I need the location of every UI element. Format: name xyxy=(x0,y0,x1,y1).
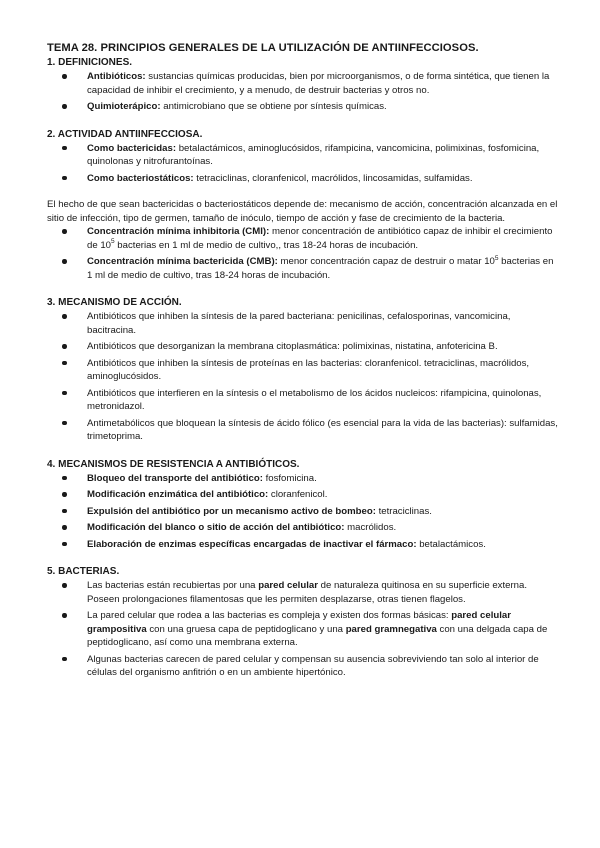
list-item: Antibióticos que inhiben la síntesis de la pared bacteriana: penicilinas, cefalosporinas, vancomicina, bacitracina. xyxy=(47,310,559,337)
item-term: Modificación del blanco o sitio de acción del antibiótico: xyxy=(87,522,345,533)
list-item xyxy=(47,225,559,252)
mechanism-list xyxy=(47,310,559,444)
list-item: Algunas bacterias carecen de pared celular y compensan su ausencia sobreviviendo tan solo al interior de células del organismo anfitrión o en un ambiente hipertónico. xyxy=(47,653,559,680)
item-text: menor concentración capaz de destruir o matar 10 xyxy=(277,256,495,267)
list-item xyxy=(47,609,559,650)
activity-paragraph: El hecho de que sean bactericidas o bacteriostáticos depende de: mecanismo de acción, concentración alcanzada en el sitio de infección, tipo de germen, tamaño de inóculo, tiempo de acción y fase de crecimiento de la bacteria. xyxy=(47,199,558,224)
document-title: TEMA 28. PRINCIPIOS GENERALES DE LA UTILIZACIÓN DE ANTIINFECCIOSOS. xyxy=(47,42,479,54)
item-text: tetraciclinas, cloranfenicol, macrólidos, lincosamidas, sulfamidas. xyxy=(193,172,473,184)
item-text: tetraciclinas. xyxy=(375,505,432,517)
bacteria-list xyxy=(47,579,559,680)
item-text: macrólidos. xyxy=(344,522,397,533)
item-text: con una delgada capa de peptidoglicano, así como una membrana externa. xyxy=(87,623,548,648)
item-term: Bloqueo del transporte del antibiótico: xyxy=(87,472,263,484)
item-term: Modificación enzimática del antibiótico: xyxy=(87,489,269,500)
superscript: 5 xyxy=(111,238,115,246)
item-term: pared celular xyxy=(258,580,318,591)
section-heading-mechanism: 3. MECANISMO DE ACCIÓN. xyxy=(47,297,182,308)
list-item xyxy=(47,142,559,169)
item-text: menor concentración de antibiótico capaz de inhibir el crecimiento de 10 xyxy=(87,226,553,251)
list-item xyxy=(47,172,559,186)
item-text: con una gruesa capa de peptidoglicano y una xyxy=(146,623,346,635)
item-text: antimicrobiano que se obtiene por síntesis químicas. xyxy=(160,101,387,112)
list-item: Antibióticos que inhiben la síntesis de proteínas en las bacterias: cloranfenicol. tetraciclinas, macrólidos, aminoglucósidos. xyxy=(47,357,559,384)
list-item xyxy=(47,488,559,502)
section-heading-bacteria: 5. BACTERIAS. xyxy=(47,566,120,577)
item-text: cloranfenicol. xyxy=(268,489,328,500)
list-item: Antibióticos que interfieren en la síntesis o el metabolismo de los ácidos nucleicos: rifampicina, quinolonas, metronidazol. xyxy=(47,387,559,414)
item-term: Elaboración de enzimas específicas encargadas de inactivar el fármaco: xyxy=(87,538,417,550)
item-text: bacterias en 1 ml de medio de cultivo, tras 18-24 horas de incubación. xyxy=(87,256,554,281)
item-text: Las bacterias están recubiertas por una xyxy=(87,580,259,591)
item-text: de naturaleza quitinosa en su superficie externa. Poseen prolongaciones filamentosas que les permiten desplazarse, otras tienen flagelos. xyxy=(87,580,527,605)
concentration-list xyxy=(47,225,559,282)
item-text: betalactámicos, aminoglucósidos, rifampicina, vancomicina, polimixinas, fosfomicina, quinolonas y nitrofurantoínas. xyxy=(87,142,540,167)
item-text: fosfomicina. xyxy=(262,472,317,484)
definitions-list xyxy=(47,70,559,114)
item-term: Como bacteriostáticos: xyxy=(87,172,194,184)
section-heading-resistance: 4. MECANISMOS DE RESISTENCIA A ANTIBIÓTICOS. xyxy=(47,458,300,470)
item-text: betalactámicos. xyxy=(416,538,486,550)
item-term: Antibióticos: xyxy=(87,71,146,82)
section-heading-activity: 2. ACTIVIDAD ANTIINFECCIOSA. xyxy=(47,128,203,140)
list-item xyxy=(47,579,559,606)
activity-list xyxy=(47,142,559,186)
document-page xyxy=(47,41,559,680)
list-item xyxy=(47,472,559,486)
list-item xyxy=(47,255,559,282)
list-item: Antimetabólicos que bloquean la síntesis de ácido fólico (es esencial para la vida de las bacterias): sulfamidas, trimetoprima. xyxy=(47,417,559,444)
item-text: bacterias en 1 ml de medio de cultivo,, tras 18-24 horas de incubación. xyxy=(114,239,419,251)
list-item xyxy=(47,521,559,535)
item-text: sustancias químicas producidas, bien por microorganismos, o de forma sintética, que tienen la capacidad de inhibir el crecimiento, y a menudo, de destruir bacterias y otros no. xyxy=(87,71,550,96)
item-term: Como bactericidas: xyxy=(87,142,177,154)
list-item xyxy=(47,100,559,114)
item-term: pared gramnegativa xyxy=(345,623,437,635)
item-term: Concentración mínima inhibitoria (CMI): xyxy=(87,226,270,237)
item-text: La pared celular que rodea a las bacterias es compleja y existen dos formas básicas: xyxy=(87,610,452,621)
item-term: Quimioterápico: xyxy=(87,101,161,112)
list-item xyxy=(47,505,559,519)
superscript: 5 xyxy=(494,254,499,262)
list-item xyxy=(47,70,559,97)
item-term: Concentración mínima bactericida (CMB): xyxy=(87,256,278,267)
list-item: Antibióticos que desorganizan la membrana citoplasmática: polimixinas, nistatina, anfotericina B. xyxy=(47,340,559,354)
resistance-list xyxy=(47,472,559,552)
item-term: Expulsión del antibiótico por un mecanismo activo de bombeo: xyxy=(87,505,376,517)
item-term: pared celular grampositiva xyxy=(87,610,511,635)
section-heading-definitions: 1. DEFINICIONES. xyxy=(47,57,133,68)
list-item xyxy=(47,538,559,552)
